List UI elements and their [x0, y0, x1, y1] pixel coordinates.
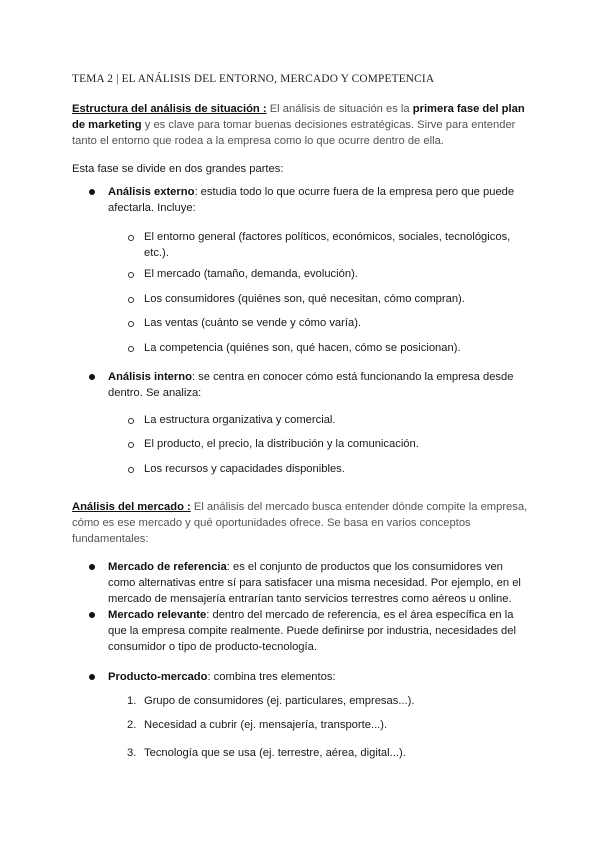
externo-item-5: La competencia (quiénes son, qué hacen, cómo se posicionan). — [144, 342, 461, 354]
referencia-label: Mercado de referencia — [108, 561, 227, 573]
externo-item-1: El entorno general (factores políticos, económicos, sociales, tecnológicos, — [144, 231, 511, 243]
section2-paragraph-line2: cómo es ese mercado y qué oportunidades ofrece. Se basa en varios conceptos — [72, 517, 471, 529]
section1-intro: Esta fase se divide en dos grandes partes: — [72, 163, 284, 175]
externo-item-1-cont: etc.). — [144, 247, 169, 259]
interno-item-1: La estructura organizativa y comercial. — [144, 414, 336, 426]
section1-paragraph-line1: Estructura del análisis de situación : El análisis de situación es la primera fase del plan — [72, 103, 525, 115]
relevante-line1: Mercado relevante: dentro del mercado de referencia, es el área específica en la — [108, 609, 514, 621]
externo-item-4: Las ventas (cuánto se vende y cómo varía). — [144, 317, 362, 329]
producto-label: Producto-mercado — [108, 671, 208, 683]
externo-label: Análisis externo — [108, 186, 195, 198]
bullet-dot — [89, 674, 95, 680]
relevante-line2: que la empresa compite realmente. Puede definirse por industria, necesidades del — [108, 625, 516, 637]
interno-line1: Análisis interno: se centra en conocer cómo está funcionando la empresa desde — [108, 371, 514, 383]
bullet-circle — [128, 467, 134, 473]
referencia-line2: como alternativas entre sí para satisfacer una misma necesidad. Por ejemplo, en el — [108, 577, 521, 589]
bullet-circle — [128, 321, 134, 327]
relevante-line3: consumidor o tipo de producto-tecnología. — [108, 641, 317, 653]
section1-paragraph-line2: de marketing y es clave para tomar buenas decisiones estratégicas. Sirve para entender — [72, 119, 516, 131]
interno-line2: dentro. Se analiza: — [108, 387, 202, 399]
bullet-circle — [128, 235, 134, 241]
section2-paragraph-line1: Análisis del mercado : El análisis del mercado busca entender dónde compite la empresa, — [72, 501, 528, 513]
bullet-dot — [89, 374, 95, 380]
list-number: 3. — [127, 747, 137, 759]
referencia-line1: Mercado de referencia: es el conjunto de productos que los consumidores ven — [108, 561, 503, 573]
producto-item-2: Necesidad a cubrir (ej. mensajería, transporte...). — [144, 719, 388, 731]
interno-item-3: Los recursos y capacidades disponibles. — [144, 463, 345, 475]
bullet-dot — [89, 612, 95, 618]
producto-item-3: Tecnología que se usa (ej. terrestre, aérea, digital...). — [144, 747, 406, 759]
externo-line1: Análisis externo: estudia todo lo que ocurre fuera de la empresa pero que puede — [108, 186, 515, 198]
bullet-circle — [128, 272, 134, 278]
externo-item-2: El mercado (tamaño, demanda, evolución). — [144, 268, 358, 280]
producto-line1: Producto-mercado: combina tres elementos: — [108, 671, 336, 683]
externo-item-3: Los consumidores (quiénes son, qué necesitan, cómo compran). — [144, 293, 465, 305]
section2-heading: Análisis del mercado : — [72, 501, 191, 513]
section2-paragraph-line3: fundamentales: — [72, 533, 149, 545]
section1-paragraph-line3: tanto el entorno que rodea a la empresa como lo que ocurre dentro de ella. — [72, 135, 444, 147]
page-title: TEMA 2 | EL ANÁLISIS DEL ENTORNO, MERCADO Y COMPETENCIA — [72, 73, 435, 85]
bullet-dot — [89, 189, 95, 195]
bullet-circle — [128, 346, 134, 352]
bullet-circle — [128, 297, 134, 303]
bullet-dot — [89, 564, 95, 570]
externo-line2: afectarla. Incluye: — [108, 202, 196, 214]
list-number: 2. — [127, 719, 137, 731]
section1-heading: Estructura del análisis de situación : — [72, 103, 267, 115]
relevante-label: Mercado relevante — [108, 609, 207, 621]
list-number: 1. — [127, 695, 137, 707]
bullet-circle — [128, 442, 134, 448]
bullet-circle — [128, 418, 134, 424]
referencia-line3: mercado de mensajería entrarían tanto servicios terrestres como aéreos u online. — [108, 593, 512, 605]
interno-label: Análisis interno — [108, 371, 192, 383]
producto-item-1: Grupo de consumidores (ej. particulares, empresas...). — [144, 695, 415, 707]
interno-item-2: El producto, el precio, la distribución y la comunicación. — [144, 438, 419, 450]
